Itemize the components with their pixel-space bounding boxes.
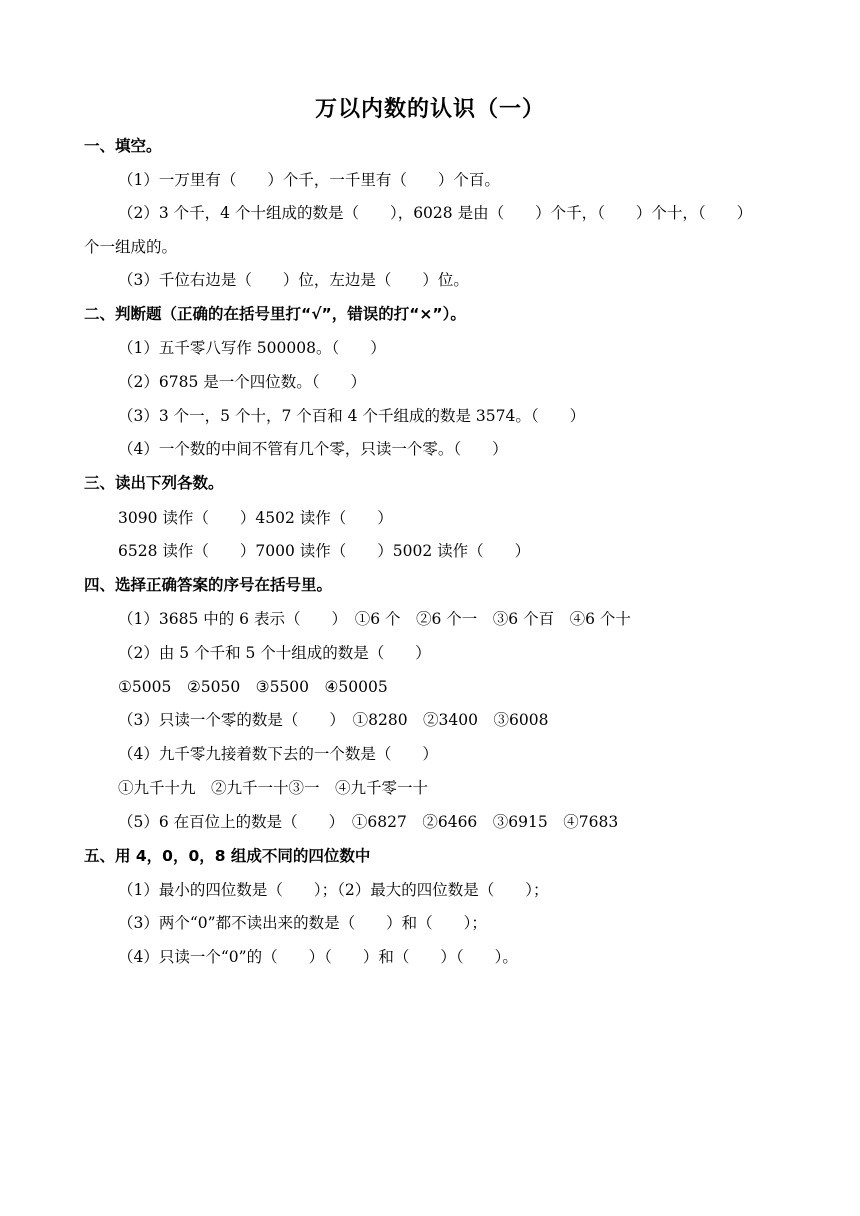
question-line: （3）只读一个零的数是（ ） ①8280 ②3400 ③6008 [118,711,549,729]
question-line: （4）只读一个“0”的（ ）（ ）和（ ）（ ）。 [118,948,518,966]
question-line: 3090 读作（ ）4502 读作（ ） [118,509,393,527]
question-line: （1）3685 中的 6 表示（ ） ①6 个 ②6 个一 ③6 个百 ④6 个十 [118,610,631,628]
section-5-heading: 五、用 4，0，0，8 组成不同的四位数中 [84,847,371,865]
question-line: （1）五千零八写作 500008。（ ） [118,339,386,357]
section-2-heading: 二、判断题（正确的在括号里打“√”，错误的打“×”）。 [84,305,466,323]
section-4-heading: 四、选择正确答案的序号在括号里。 [84,576,333,594]
answer-options-line: ①九千十九 ②九千一十③一 ④九千零一十 [118,779,429,797]
question-line-continuation: 个一组成的。 [84,238,178,256]
question-line: （2）由 5 个千和 5 个十组成的数是（ ） [118,644,431,662]
answer-options-line: ①5005 ②5050 ③5500 ④50005 [118,678,388,696]
question-line: （4）一个数的中间不管有几个零，只读一个零。（ ） [118,440,508,458]
question-line: （1）最小的四位数是（ ）；（2）最大的四位数是（ ）； [118,881,549,899]
question-line: （3）3 个一，5 个十，7 个百和 4 个千组成的数是 3574。（ ） [118,407,586,425]
question-line: （2）3 个千，4 个十组成的数是（ ），6028 是由（ ）个千，（ ）个十，（ ） [118,204,753,222]
section-3-heading: 三、读出下列各数。 [84,474,224,492]
question-line: （1）一万里有（ ）个千，一千里有（ ）个百。 [118,171,500,189]
question-line: （3）千位右边是（ ）位，左边是（ ）位。 [118,271,469,289]
question-line: （2）6785 是一个四位数。（ ） [118,373,366,391]
section-1-heading: 一、填空。 [84,137,162,155]
question-line: （3）两个“0”都不读出来的数是（ ）和（ ）； [118,914,487,932]
question-line: （5）6 在百位上的数是（ ） ①6827 ②6466 ③6915 ④7683 [118,813,619,831]
question-line: 6528 读作（ ）7000 读作（ ）5002 读作（ ） [118,542,531,560]
question-line: （4）九千零九接着数下去的一个数是（ ） [118,745,438,763]
page-title: 万以内数的认识（一） [314,96,545,122]
